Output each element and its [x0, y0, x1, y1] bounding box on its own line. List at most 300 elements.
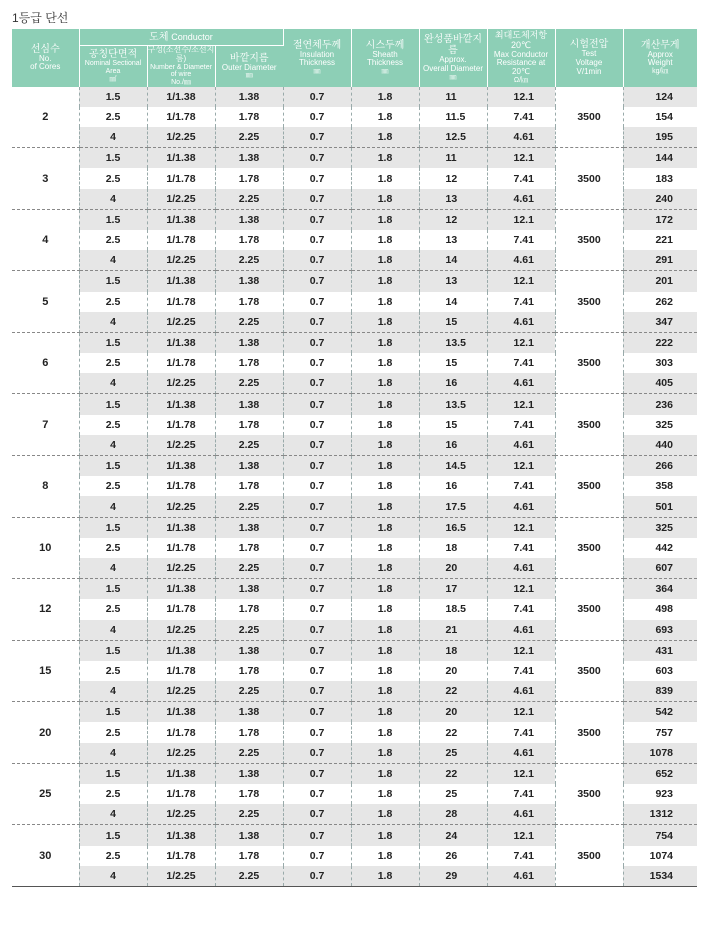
overall-diameter-cell: 28 — [419, 804, 487, 825]
table-row — [12, 517, 697, 538]
wire-cell: 1/2.25 — [147, 743, 215, 764]
wire-cell: 1/2.25 — [147, 312, 215, 333]
cores-cell: 2 — [12, 87, 79, 148]
area-cell: 4 — [79, 743, 147, 764]
weight-cell: 303 — [623, 353, 697, 373]
wire-cell: 1/1.78 — [147, 353, 215, 373]
cores-cell: 6 — [12, 332, 79, 394]
weight-cell: 498 — [623, 599, 697, 619]
insulation-cell: 0.7 — [283, 743, 351, 764]
outer-diameter-cell: 1.38 — [215, 640, 283, 661]
area-cell: 1.5 — [79, 456, 147, 477]
header-overall-diameter: 완성품바깥지름 Approx. Overall Diameter ㎜ — [419, 29, 487, 87]
insulation-cell: 0.7 — [283, 579, 351, 600]
outer-diameter-cell: 2.25 — [215, 620, 283, 641]
outer-diameter-cell: 1.38 — [215, 87, 283, 107]
insulation-cell: 0.7 — [283, 640, 351, 661]
header-resistance: 최대도체저항20℃ Max Conductor Resistance at 20℃ Ω/㎞ — [487, 29, 555, 87]
sheath-cell: 1.8 — [351, 620, 419, 641]
insulation-cell: 0.7 — [283, 189, 351, 210]
insulation-cell: 0.7 — [283, 866, 351, 887]
overall-diameter-cell: 14.5 — [419, 456, 487, 477]
outer-diameter-cell: 2.25 — [215, 127, 283, 148]
sheath-cell: 1.8 — [351, 743, 419, 764]
cores-cell: 20 — [12, 702, 79, 764]
wire-cell: 1/1.78 — [147, 661, 215, 681]
overall-diameter-cell: 16 — [419, 373, 487, 394]
resistance-cell: 12.1 — [487, 209, 555, 230]
outer-diameter-cell: 2.25 — [215, 312, 283, 333]
outer-diameter-cell: 1.38 — [215, 825, 283, 846]
outer-diameter-cell: 1.38 — [215, 209, 283, 230]
overall-diameter-cell: 13 — [419, 230, 487, 250]
overall-diameter-cell: 29 — [419, 866, 487, 887]
area-cell: 4 — [79, 435, 147, 456]
insulation-cell: 0.7 — [283, 250, 351, 271]
wire-cell: 1/1.38 — [147, 640, 215, 661]
test-voltage-cell: 3500 — [555, 825, 623, 887]
test-voltage-cell: 3500 — [555, 763, 623, 825]
sheath-cell: 1.8 — [351, 661, 419, 681]
area-cell: 2.5 — [79, 292, 147, 312]
weight-cell: 325 — [623, 517, 697, 538]
weight-cell: 347 — [623, 312, 697, 333]
weight-cell: 839 — [623, 681, 697, 702]
area-cell: 4 — [79, 189, 147, 210]
sheath-cell: 1.8 — [351, 702, 419, 723]
overall-diameter-cell: 13.5 — [419, 332, 487, 353]
test-voltage-cell: 3500 — [555, 394, 623, 456]
resistance-cell: 4.61 — [487, 620, 555, 641]
test-voltage-cell: 3500 — [555, 640, 623, 702]
overall-diameter-cell: 16.5 — [419, 517, 487, 538]
table-row — [12, 825, 697, 846]
sheath-cell: 1.8 — [351, 168, 419, 188]
resistance-cell: 4.61 — [487, 189, 555, 210]
wire-cell: 1/1.78 — [147, 722, 215, 742]
sheath-cell: 1.8 — [351, 332, 419, 353]
area-cell: 4 — [79, 804, 147, 825]
weight-cell: 442 — [623, 538, 697, 558]
sheath-cell: 1.8 — [351, 189, 419, 210]
wire-cell: 1/2.25 — [147, 866, 215, 887]
test-voltage-cell: 3500 — [555, 332, 623, 394]
weight-cell: 183 — [623, 168, 697, 188]
area-cell: 4 — [79, 127, 147, 148]
insulation-cell: 0.7 — [283, 373, 351, 394]
weight-cell: 542 — [623, 702, 697, 723]
weight-cell: 440 — [623, 435, 697, 456]
weight-cell: 693 — [623, 620, 697, 641]
weight-cell: 1078 — [623, 743, 697, 764]
outer-diameter-cell: 1.78 — [215, 292, 283, 312]
cores-cell: 12 — [12, 579, 79, 641]
sheath-cell: 1.8 — [351, 496, 419, 517]
sheath-cell: 1.8 — [351, 866, 419, 887]
outer-diameter-cell: 1.38 — [215, 332, 283, 353]
weight-cell: 266 — [623, 456, 697, 477]
weight-cell: 262 — [623, 292, 697, 312]
wire-cell: 1/1.38 — [147, 579, 215, 600]
weight-cell: 221 — [623, 230, 697, 250]
overall-diameter-cell: 17.5 — [419, 496, 487, 517]
wire-cell: 1/1.38 — [147, 702, 215, 723]
wire-cell: 1/1.38 — [147, 517, 215, 538]
test-voltage-cell: 3500 — [555, 456, 623, 518]
resistance-cell: 4.61 — [487, 250, 555, 271]
sheath-cell: 1.8 — [351, 456, 419, 477]
area-cell: 2.5 — [79, 846, 147, 866]
overall-diameter-cell: 11 — [419, 87, 487, 107]
area-cell: 1.5 — [79, 702, 147, 723]
wire-cell: 1/1.78 — [147, 784, 215, 804]
table-row — [12, 332, 697, 353]
wire-cell: 1/2.25 — [147, 496, 215, 517]
area-cell: 4 — [79, 250, 147, 271]
outer-diameter-cell: 2.25 — [215, 866, 283, 887]
sheath-cell: 1.8 — [351, 804, 419, 825]
outer-diameter-cell: 1.78 — [215, 107, 283, 127]
wire-cell: 1/1.78 — [147, 230, 215, 250]
weight-cell: 325 — [623, 415, 697, 435]
table-row — [12, 209, 697, 230]
insulation-cell: 0.7 — [283, 87, 351, 107]
wire-cell: 1/1.78 — [147, 599, 215, 619]
overall-diameter-cell: 14 — [419, 250, 487, 271]
overall-diameter-cell: 18 — [419, 640, 487, 661]
sheath-cell: 1.8 — [351, 312, 419, 333]
sheath-cell: 1.8 — [351, 763, 419, 784]
sheath-cell: 1.8 — [351, 107, 419, 127]
insulation-cell: 0.7 — [283, 620, 351, 641]
table-row — [12, 394, 697, 415]
wire-cell: 1/2.25 — [147, 620, 215, 641]
weight-cell: 754 — [623, 825, 697, 846]
insulation-cell: 0.7 — [283, 312, 351, 333]
resistance-cell: 12.1 — [487, 579, 555, 600]
overall-diameter-cell: 20 — [419, 558, 487, 579]
resistance-cell: 12.1 — [487, 517, 555, 538]
area-cell: 2.5 — [79, 168, 147, 188]
weight-cell: 603 — [623, 661, 697, 681]
area-cell: 2.5 — [79, 599, 147, 619]
weight-cell: 154 — [623, 107, 697, 127]
outer-diameter-cell: 1.78 — [215, 476, 283, 496]
outer-diameter-cell: 1.38 — [215, 394, 283, 415]
area-cell: 4 — [79, 620, 147, 641]
resistance-cell: 7.41 — [487, 230, 555, 250]
resistance-cell: 7.41 — [487, 846, 555, 866]
wire-cell: 1/2.25 — [147, 681, 215, 702]
resistance-cell: 7.41 — [487, 661, 555, 681]
overall-diameter-cell: 12 — [419, 168, 487, 188]
insulation-cell: 0.7 — [283, 415, 351, 435]
area-cell: 2.5 — [79, 230, 147, 250]
table-row — [12, 579, 697, 600]
outer-diameter-cell: 1.78 — [215, 353, 283, 373]
sheath-cell: 1.8 — [351, 292, 419, 312]
wire-cell: 1/1.38 — [147, 209, 215, 230]
resistance-cell: 7.41 — [487, 353, 555, 373]
resistance-cell: 4.61 — [487, 558, 555, 579]
area-cell: 4 — [79, 681, 147, 702]
weight-cell: 607 — [623, 558, 697, 579]
overall-diameter-cell: 24 — [419, 825, 487, 846]
weight-cell: 757 — [623, 722, 697, 742]
area-cell: 1.5 — [79, 148, 147, 169]
test-voltage-cell: 3500 — [555, 702, 623, 764]
overall-diameter-cell: 17 — [419, 579, 487, 600]
outer-diameter-cell: 1.78 — [215, 230, 283, 250]
header-test-voltage: 시험전압 Test Voltage V/1min — [555, 29, 623, 87]
insulation-cell: 0.7 — [283, 825, 351, 846]
table-row — [12, 456, 697, 477]
resistance-cell: 12.1 — [487, 640, 555, 661]
cores-cell: 8 — [12, 456, 79, 518]
sheath-cell: 1.8 — [351, 538, 419, 558]
insulation-cell: 0.7 — [283, 517, 351, 538]
resistance-cell: 4.61 — [487, 804, 555, 825]
sheath-cell: 1.8 — [351, 681, 419, 702]
overall-diameter-cell: 14 — [419, 292, 487, 312]
outer-diameter-cell: 1.78 — [215, 168, 283, 188]
cores-cell: 15 — [12, 640, 79, 702]
sheath-cell: 1.8 — [351, 373, 419, 394]
outer-diameter-cell: 1.78 — [215, 661, 283, 681]
insulation-cell: 0.7 — [283, 332, 351, 353]
area-cell: 2.5 — [79, 722, 147, 742]
outer-diameter-cell: 2.25 — [215, 681, 283, 702]
resistance-cell: 4.61 — [487, 496, 555, 517]
overall-diameter-cell: 15 — [419, 312, 487, 333]
insulation-cell: 0.7 — [283, 599, 351, 619]
resistance-cell: 7.41 — [487, 599, 555, 619]
resistance-cell: 7.41 — [487, 784, 555, 804]
test-voltage-cell: 3500 — [555, 579, 623, 641]
area-cell: 2.5 — [79, 107, 147, 127]
outer-diameter-cell: 1.38 — [215, 148, 283, 169]
outer-diameter-cell: 1.78 — [215, 784, 283, 804]
header-conductor: 도체 Conductor — [79, 29, 283, 46]
insulation-cell: 0.7 — [283, 394, 351, 415]
weight-cell: 240 — [623, 189, 697, 210]
weight-cell: 144 — [623, 148, 697, 169]
test-voltage-cell: 3500 — [555, 209, 623, 271]
cores-cell: 5 — [12, 271, 79, 333]
overall-diameter-cell: 21 — [419, 620, 487, 641]
weight-cell: 195 — [623, 127, 697, 148]
area-cell: 1.5 — [79, 640, 147, 661]
weight-cell: 431 — [623, 640, 697, 661]
wire-cell: 1/2.25 — [147, 189, 215, 210]
overall-diameter-cell: 25 — [419, 784, 487, 804]
outer-diameter-cell: 1.78 — [215, 846, 283, 866]
weight-cell: 291 — [623, 250, 697, 271]
wire-cell: 1/1.38 — [147, 332, 215, 353]
cores-cell: 7 — [12, 394, 79, 456]
area-cell: 4 — [79, 866, 147, 887]
header-cores: 선심수 No. of Cores — [12, 29, 79, 87]
resistance-cell: 4.61 — [487, 743, 555, 764]
insulation-cell: 0.7 — [283, 496, 351, 517]
weight-cell: 1312 — [623, 804, 697, 825]
overall-diameter-cell: 11 — [419, 148, 487, 169]
wire-cell: 1/1.38 — [147, 394, 215, 415]
weight-cell: 236 — [623, 394, 697, 415]
outer-diameter-cell: 2.25 — [215, 743, 283, 764]
area-cell: 1.5 — [79, 209, 147, 230]
resistance-cell: 12.1 — [487, 456, 555, 477]
wire-cell: 1/1.38 — [147, 87, 215, 107]
wire-cell: 1/2.25 — [147, 435, 215, 456]
wire-cell: 1/1.78 — [147, 292, 215, 312]
table-row — [12, 640, 697, 661]
wire-cell: 1/1.38 — [147, 825, 215, 846]
insulation-cell: 0.7 — [283, 168, 351, 188]
area-cell: 4 — [79, 373, 147, 394]
area-cell: 1.5 — [79, 87, 147, 107]
area-cell: 4 — [79, 496, 147, 517]
overall-diameter-cell: 13 — [419, 271, 487, 292]
area-cell: 2.5 — [79, 661, 147, 681]
overall-diameter-cell: 25 — [419, 743, 487, 764]
outer-diameter-cell: 2.25 — [215, 558, 283, 579]
insulation-cell: 0.7 — [283, 784, 351, 804]
weight-cell: 652 — [623, 763, 697, 784]
insulation-cell: 0.7 — [283, 476, 351, 496]
insulation-cell: 0.7 — [283, 209, 351, 230]
sheath-cell: 1.8 — [351, 599, 419, 619]
table-body — [12, 87, 697, 887]
insulation-cell: 0.7 — [283, 661, 351, 681]
insulation-cell: 0.7 — [283, 271, 351, 292]
sheath-cell: 1.8 — [351, 825, 419, 846]
area-cell: 1.5 — [79, 271, 147, 292]
table-row — [12, 271, 697, 292]
overall-diameter-cell: 16 — [419, 435, 487, 456]
wire-cell: 1/1.78 — [147, 107, 215, 127]
test-voltage-cell: 3500 — [555, 271, 623, 333]
cores-cell: 30 — [12, 825, 79, 887]
area-cell: 1.5 — [79, 332, 147, 353]
resistance-cell: 7.41 — [487, 538, 555, 558]
outer-diameter-cell: 2.25 — [215, 496, 283, 517]
wire-cell: 1/1.78 — [147, 476, 215, 496]
sheath-cell: 1.8 — [351, 846, 419, 866]
resistance-cell: 12.1 — [487, 148, 555, 169]
resistance-cell: 12.1 — [487, 87, 555, 107]
resistance-cell: 7.41 — [487, 292, 555, 312]
resistance-cell: 7.41 — [487, 168, 555, 188]
header-wire: 구성(소선수/소선지름) Number & Diameter of wire No./㎜ — [147, 45, 215, 86]
resistance-cell: 12.1 — [487, 271, 555, 292]
resistance-cell: 12.1 — [487, 763, 555, 784]
weight-cell: 222 — [623, 332, 697, 353]
resistance-cell: 4.61 — [487, 312, 555, 333]
wire-cell: 1/1.78 — [147, 168, 215, 188]
outer-diameter-cell: 1.78 — [215, 599, 283, 619]
header-sheath: 시스두께 Sheath Thickness ㎜ — [351, 29, 419, 87]
resistance-cell: 12.1 — [487, 825, 555, 846]
insulation-cell: 0.7 — [283, 127, 351, 148]
insulation-cell: 0.7 — [283, 722, 351, 742]
outer-diameter-cell: 2.25 — [215, 373, 283, 394]
cores-cell: 25 — [12, 763, 79, 825]
insulation-cell: 0.7 — [283, 763, 351, 784]
weight-cell: 1534 — [623, 866, 697, 887]
sheath-cell: 1.8 — [351, 353, 419, 373]
resistance-cell: 12.1 — [487, 702, 555, 723]
outer-diameter-cell: 2.25 — [215, 250, 283, 271]
test-voltage-cell: 3500 — [555, 87, 623, 148]
overall-diameter-cell: 12 — [419, 209, 487, 230]
weight-cell: 405 — [623, 373, 697, 394]
sheath-cell: 1.8 — [351, 640, 419, 661]
sheath-cell: 1.8 — [351, 148, 419, 169]
area-cell: 2.5 — [79, 415, 147, 435]
area-cell: 4 — [79, 558, 147, 579]
wire-cell: 1/2.25 — [147, 250, 215, 271]
outer-diameter-cell: 1.38 — [215, 271, 283, 292]
overall-diameter-cell: 22 — [419, 681, 487, 702]
sheath-cell: 1.8 — [351, 558, 419, 579]
outer-diameter-cell: 2.25 — [215, 435, 283, 456]
area-cell: 2.5 — [79, 353, 147, 373]
weight-cell: 358 — [623, 476, 697, 496]
outer-diameter-cell: 1.38 — [215, 456, 283, 477]
sheath-cell: 1.8 — [351, 209, 419, 230]
insulation-cell: 0.7 — [283, 292, 351, 312]
outer-diameter-cell: 1.78 — [215, 538, 283, 558]
overall-diameter-cell: 20 — [419, 661, 487, 681]
outer-diameter-cell: 1.78 — [215, 415, 283, 435]
wire-cell: 1/1.38 — [147, 763, 215, 784]
wire-cell: 1/2.25 — [147, 373, 215, 394]
insulation-cell: 0.7 — [283, 681, 351, 702]
cores-cell: 10 — [12, 517, 79, 579]
overall-diameter-cell: 13.5 — [419, 394, 487, 415]
resistance-cell: 4.61 — [487, 681, 555, 702]
wire-cell: 1/1.38 — [147, 271, 215, 292]
resistance-cell: 7.41 — [487, 722, 555, 742]
overall-diameter-cell: 22 — [419, 722, 487, 742]
sheath-cell: 1.8 — [351, 87, 419, 107]
area-cell: 1.5 — [79, 763, 147, 784]
sheath-cell: 1.8 — [351, 517, 419, 538]
insulation-cell: 0.7 — [283, 353, 351, 373]
insulation-cell: 0.7 — [283, 148, 351, 169]
sheath-cell: 1.8 — [351, 230, 419, 250]
weight-cell: 1074 — [623, 846, 697, 866]
sheath-cell: 1.8 — [351, 271, 419, 292]
header-insulation: 절연체두께 Insulation Thickness ㎜ — [283, 29, 351, 87]
outer-diameter-cell: 1.38 — [215, 579, 283, 600]
area-cell: 1.5 — [79, 579, 147, 600]
resistance-cell: 4.61 — [487, 127, 555, 148]
resistance-cell: 7.41 — [487, 415, 555, 435]
overall-diameter-cell: 13 — [419, 189, 487, 210]
header-outer-diameter: 바깥지름 Outer Diameter ㎜ — [215, 46, 283, 87]
insulation-cell: 0.7 — [283, 456, 351, 477]
overall-diameter-cell: 11.5 — [419, 107, 487, 127]
area-cell: 2.5 — [79, 476, 147, 496]
overall-diameter-cell: 18 — [419, 538, 487, 558]
insulation-cell: 0.7 — [283, 558, 351, 579]
wire-cell: 1/1.78 — [147, 538, 215, 558]
sheath-cell: 1.8 — [351, 476, 419, 496]
cores-cell: 4 — [12, 209, 79, 271]
insulation-cell: 0.7 — [283, 435, 351, 456]
